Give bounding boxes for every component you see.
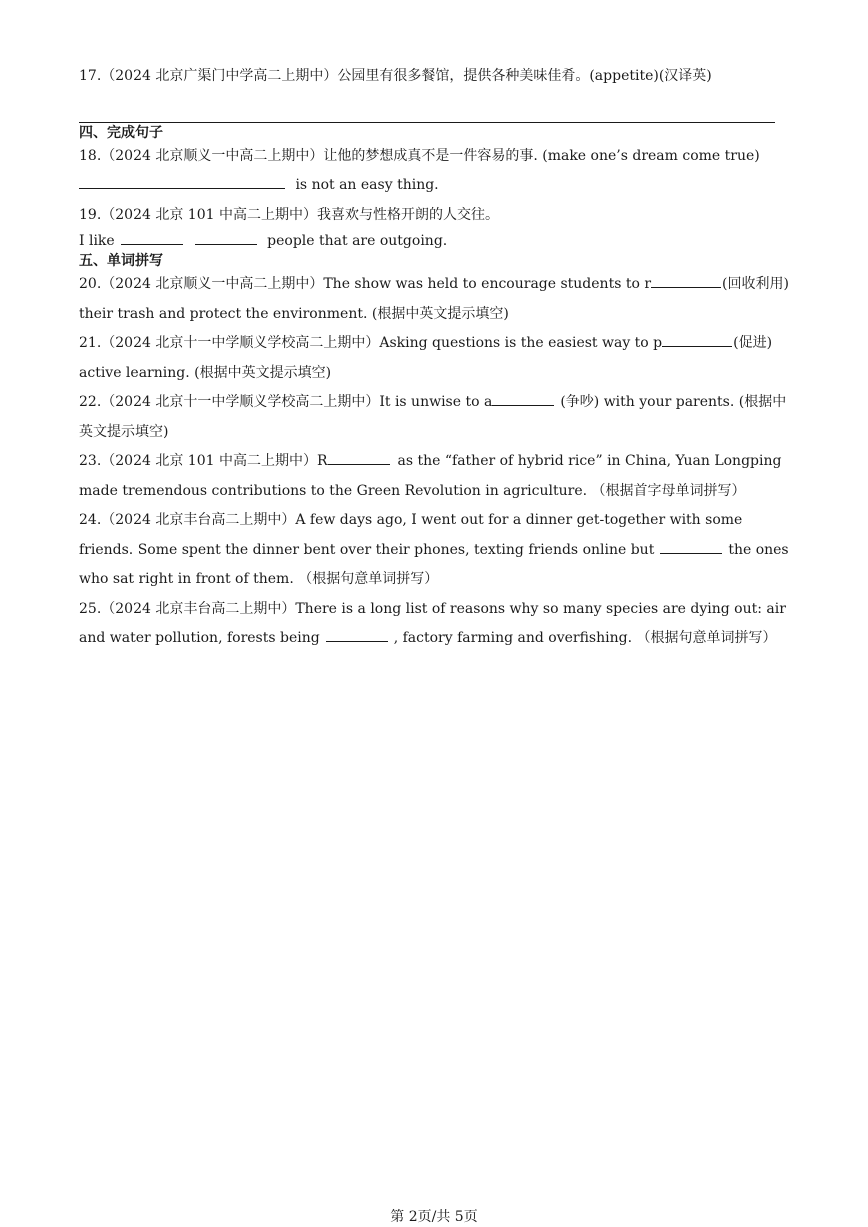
question-19: [79, 201, 791, 231]
question-20-part2: (回收利用) their trash and protect the environment. (根据中英文提示填空): [79, 276, 789, 322]
question-21-blank[interactable]: [662, 332, 732, 347]
page-number-footer: 第 2页/共 5页: [390, 1209, 478, 1225]
question-18-line2: is not an easy thing.: [295, 177, 439, 193]
question-25-part2: , factory farming and overfishing. （根据句意单词拼写）: [393, 630, 777, 646]
question-21-part1: 21.（2024 北京十一中学顺义学校高二上期中）Asking questions is the easiest way to p: [79, 335, 663, 351]
question-18-blank[interactable]: [79, 174, 285, 189]
question-19-blank-1[interactable]: [121, 230, 183, 245]
question-25-part1: 25.（2024 北京丰台高二上期中）There is a long list of reasons why so many species are dying out: air and water pollution, forests being: [79, 600, 786, 646]
question-22: [79, 388, 791, 447]
question-19-line2-a: I like: [79, 233, 115, 249]
question-22-part2: (争吵) with your parents. (根据中英文提示填空): [79, 394, 787, 440]
question-23-part1: 23.（2024 北京 101 中高二上期中）R: [79, 453, 328, 469]
question-23: [79, 447, 791, 506]
question-17-text: 17.（2024 北京广渠门中学高二上期中）公园里有很多餐馆，提供各种美味佳肴。(appetite)(汉译英): [79, 68, 712, 84]
question-22-blank[interactable]: [492, 391, 554, 406]
question-19-line2-b: people that are outgoing.: [267, 233, 448, 249]
question-24-part1: 24.（2024 北京丰台高二上期中）A few days ago, I went out for a dinner get-together with some friends. Some spent the dinner bent over their phones, texting friends online but: [79, 512, 743, 558]
section-heading-complete-sentences: 四、完成句子: [79, 124, 163, 141]
question-19-blank-2[interactable]: [195, 230, 257, 245]
question-25: [79, 595, 791, 654]
question-20: [79, 270, 791, 329]
question-17: [79, 62, 791, 92]
question-23-blank[interactable]: [328, 450, 390, 465]
question-19-answer: [79, 230, 791, 253]
question-20-part1: 20.（2024 北京顺义一中高二上期中）The show was held to encourage students to r: [79, 276, 652, 292]
question-21-part2: (促进) active learning. (根据中英文提示填空): [79, 335, 773, 381]
question-24-part2: the ones who sat right in front of them. （根据句意单词拼写）: [79, 541, 789, 587]
question-21: [79, 329, 791, 388]
question-20-blank[interactable]: [651, 273, 721, 288]
section-heading-word-spelling: 五、单词拼写: [79, 253, 163, 269]
question-18-answer: [79, 171, 791, 201]
question-24-blank[interactable]: [660, 539, 722, 554]
question-18-text: 18.（2024 北京顺义一中高二上期中）让他的梦想成真不是一件容易的事. (make one’s dream come true): [79, 147, 760, 164]
question-17-answer-line[interactable]: [79, 92, 791, 125]
question-24: [79, 506, 791, 595]
question-25-blank[interactable]: [326, 627, 388, 642]
question-18: [79, 142, 791, 172]
question-19-text: 19.（2024 北京 101 中高二上期中）我喜欢与性格开朗的人交往。: [79, 206, 499, 223]
question-22-part1: 22.（2024 北京十一中学顺义学校高二上期中）It is unwise to a: [79, 394, 493, 410]
question-23-part2: as the “father of hybrid rice” in China, Yuan Longping made tremendous contributions to the Green Revolution in agriculture. （根据首字母单词拼写）: [79, 453, 782, 499]
question-list: [79, 62, 791, 654]
